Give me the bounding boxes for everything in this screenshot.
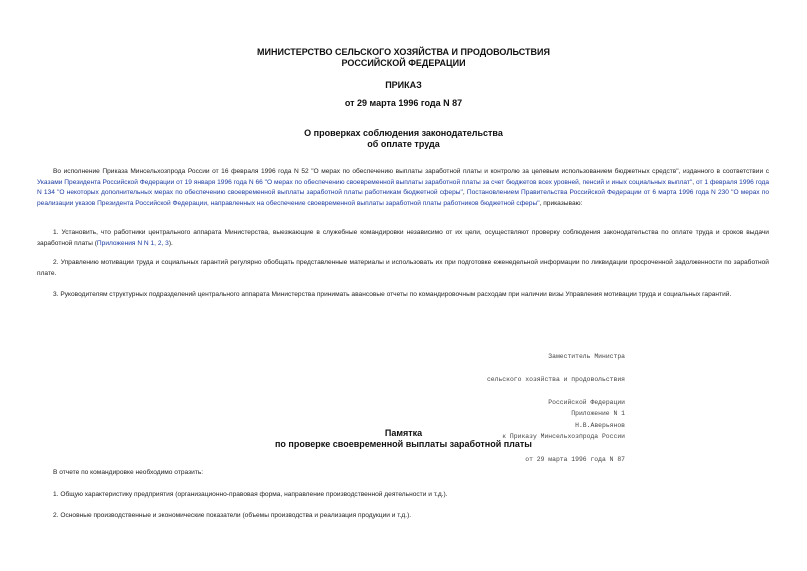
- intro-text-1: Во исполнение Приказа Минсельхозпрода России от 16 февраля 1996 года N 52 "О мерах по обеспечению выплаты заработной платы и контролю за целевым использованием бюджетных средств", изданного в соответствии с: [53, 168, 769, 175]
- subject-line2: об оплате труда: [367, 139, 440, 149]
- appendix-line3: от 29 марта 1996 года N 87: [525, 455, 625, 463]
- decree-134-link[interactable]: от 1 февраля 1996 года N 134 "О некоторых дополнительных мерах по обеспечению своевременной выплаты заработной платы работникам бюджетной сферы": [37, 178, 769, 196]
- signature-line4: Н.В.Аверьянов: [575, 421, 625, 429]
- document-date: от 29 марта 1996 года N 87: [344, 98, 463, 108]
- decree-66-link[interactable]: Указами Президента Российской Федерации от 19 января 1996 года N 66 "О мерах по обеспечению своевременной выплаты заработной платы за счет бюджетов всех уровней, пенсий и иных социальных выплат": [37, 178, 693, 186]
- ministry-title-line2: РОССИЙСКОЙ ФЕДЕРАЦИИ: [341, 58, 466, 68]
- order-item-1-end: ).: [168, 239, 173, 247]
- memo-intro: В отчете по командировке необходимо отразить:: [53, 469, 204, 476]
- signature-line1: Заместитель Министра: [548, 353, 625, 361]
- intro-text-3: ,: [462, 189, 467, 196]
- intro-paragraph: [37, 167, 769, 209]
- appendix-line2: к Приказу Минсельхозпрода России: [502, 432, 625, 440]
- signature-line2: сельского хозяйства и продовольствия: [486, 375, 625, 383]
- order-item-1-text: 1. Установить, что работники центрального аппарата Министерства, выезжающие в служебные командировки независимо от их цели, осуществляют проверку соблюдения законодательства по оплате труда и сроков выдачи заработной платы (: [37, 229, 769, 247]
- subject-line1: О проверках соблюдения законодательства: [304, 128, 503, 138]
- order-item-2: 2. Управлению мотивации труда и социальных гарантий регулярно обобщать представленные материалы и использовать их при подготовке еженедельной информации по ликвидации просроченной задолженности по заработной плате.: [37, 259, 769, 277]
- memo-title: Памятка: [384, 428, 423, 438]
- resolution-230-link[interactable]: Постановлением Правительства Российской Федерации от 6 марта 1996 года N 230 "О мерах по реализации указов Президента Российской Федерации, направленных на обеспечение своевременной выплаты заработной платы работников бюджетной сферы": [37, 189, 769, 207]
- intro-text-4: , приказываю:: [539, 199, 583, 207]
- memo-item-1: 1. Общую характеристику предприятия (организационно-правовая форма, направление производственной деятельности и т.д.).: [53, 491, 448, 498]
- ministry-title-line1: МИНИСТЕРСТВО СЕЛЬСКОГО ХОЗЯЙСТВА И ПРОДОВОЛЬСТВИЯ: [257, 47, 550, 57]
- intro-text-2: ,: [692, 178, 696, 186]
- order-item-3: 3. Руководителям структурных подразделений центрального аппарата Министерства принимать авансовые отчеты по командировочным расходам при наличии визы Управления мотивации труда и социальных гарантий.: [53, 291, 732, 298]
- signature-line3: Российской Федерации: [548, 398, 625, 406]
- document-type: ПРИКАЗ: [385, 80, 422, 90]
- memo-item-2: 2. Основные производственные и экономические показатели (объемы производства и реализация продукции и т.д.).: [53, 512, 412, 519]
- appendix-line1: Приложение N 1: [571, 410, 625, 418]
- appendices-link[interactable]: Приложения N N 1, 2, 3: [96, 239, 169, 247]
- order-item-1: [37, 228, 769, 249]
- memo-subtitle: по проверке своевременной выплаты заработной платы: [275, 439, 532, 449]
